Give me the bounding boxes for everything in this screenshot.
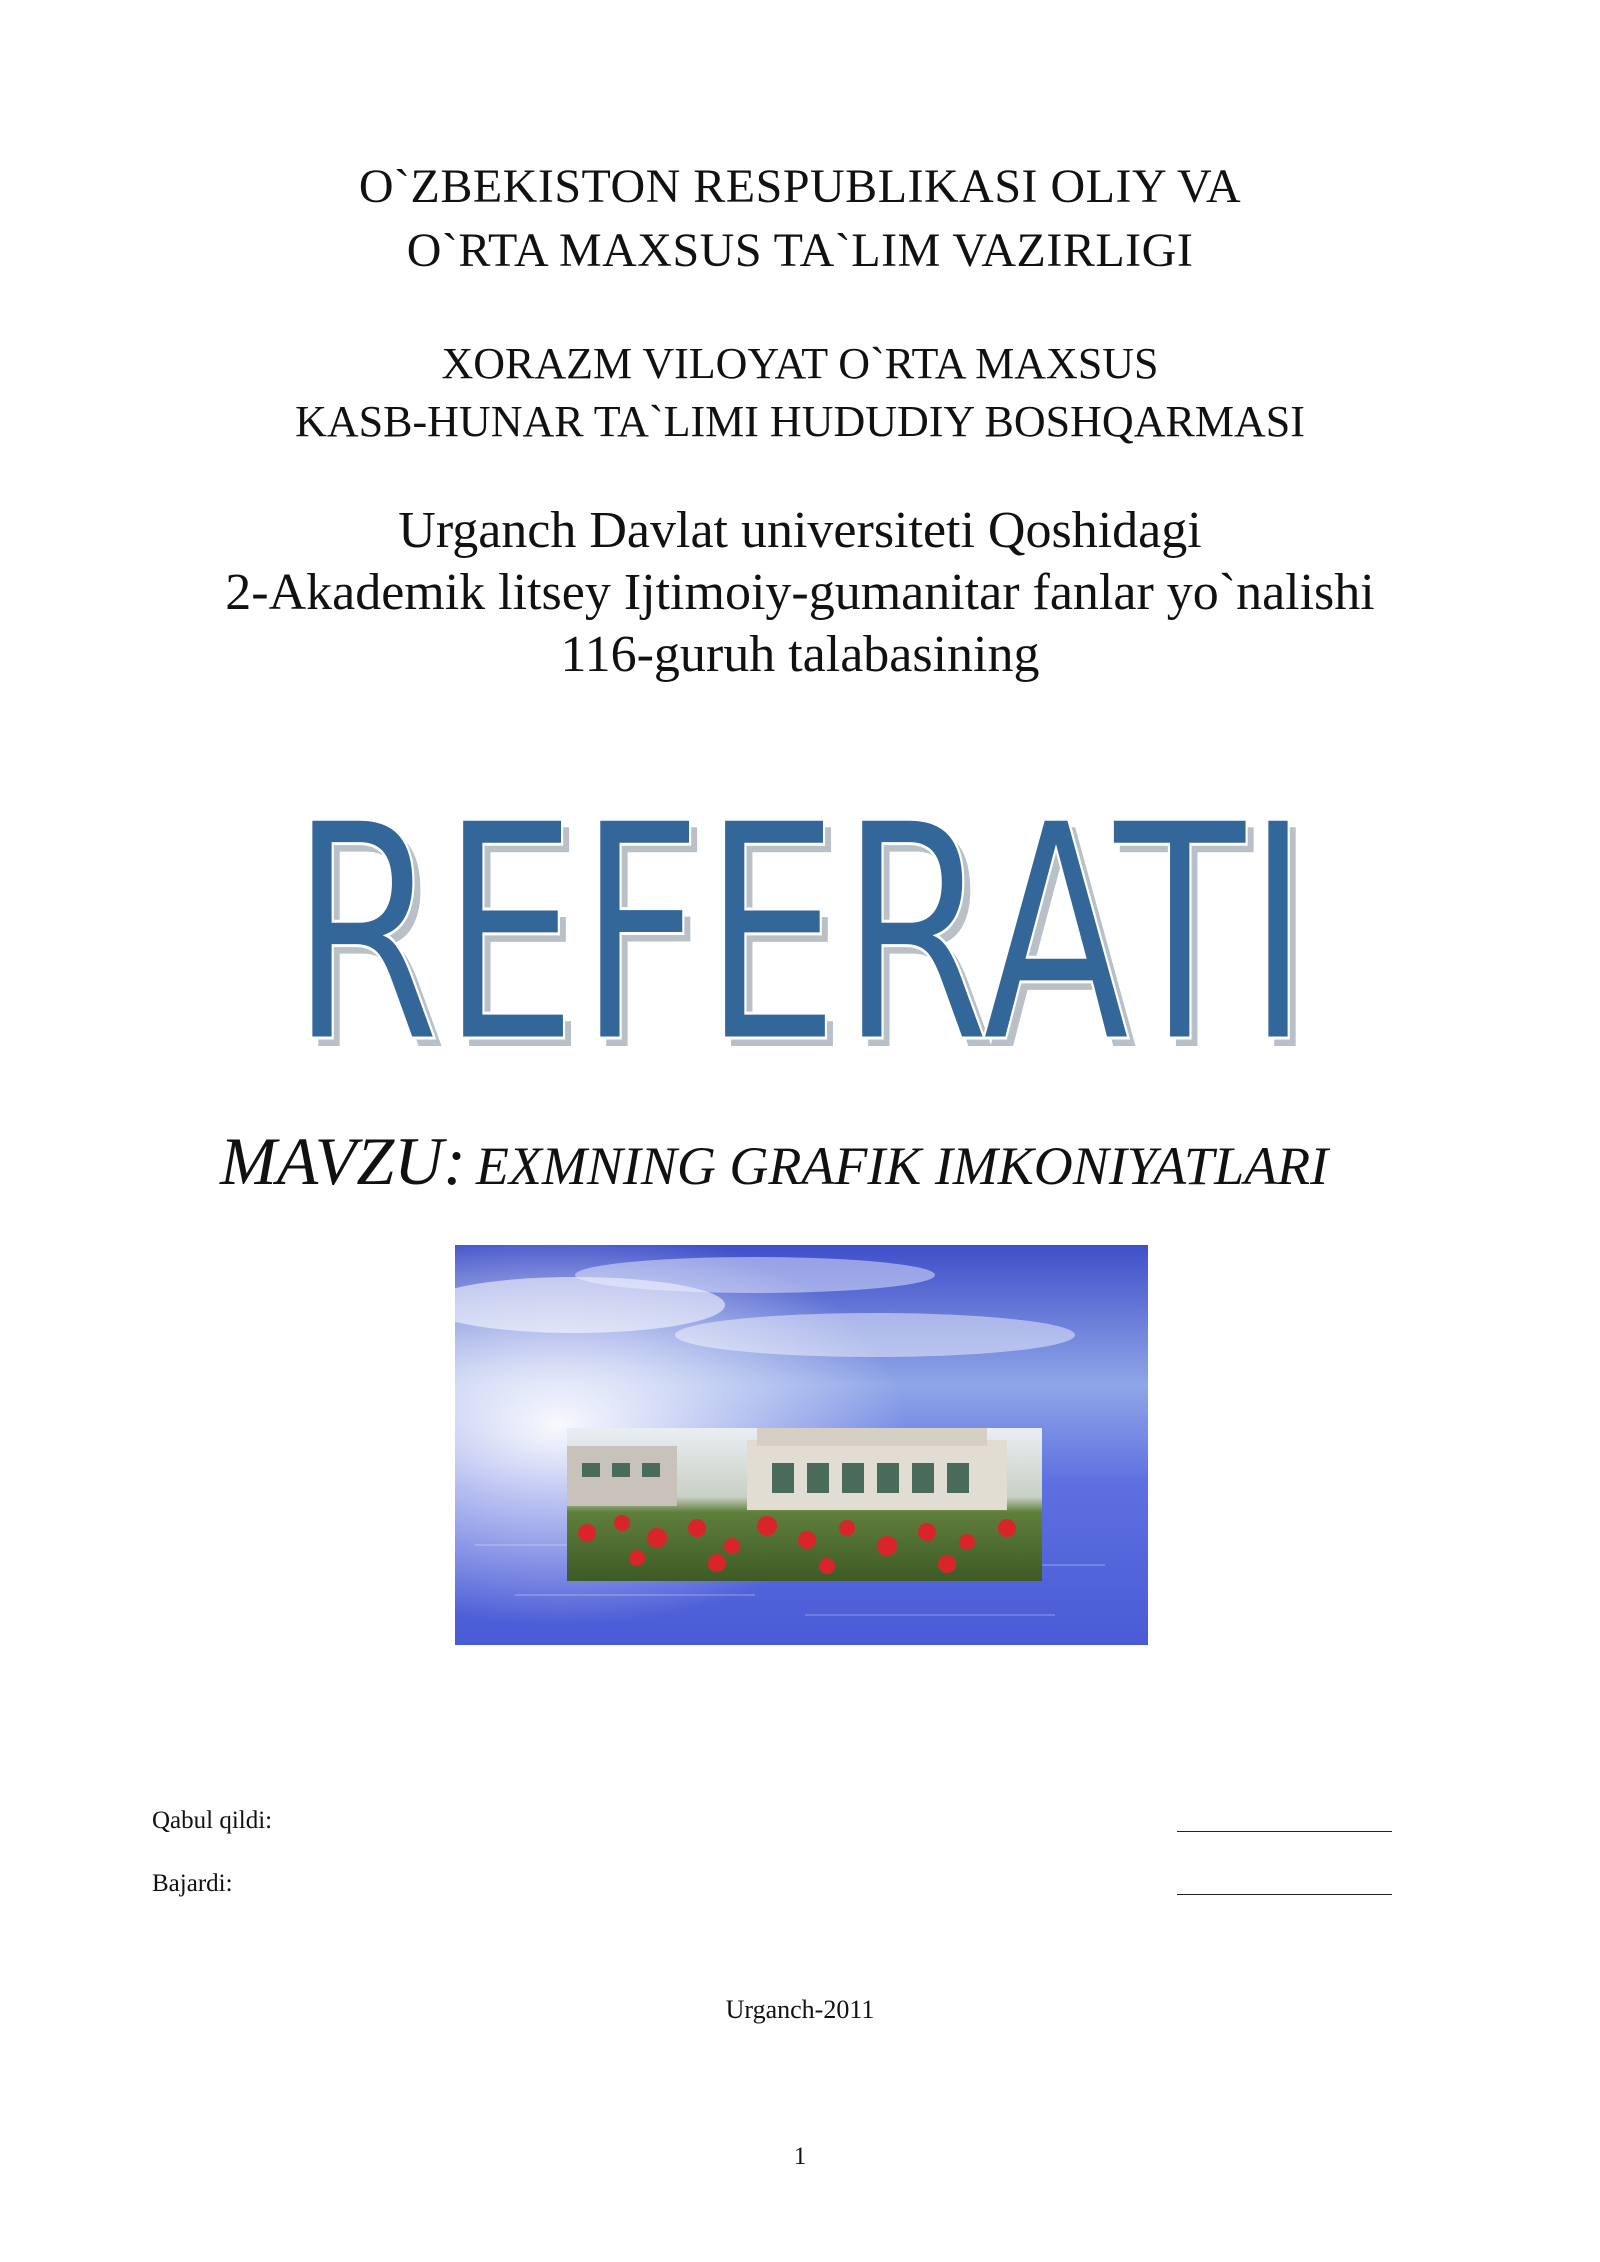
done-by-row xyxy=(152,1870,1392,1904)
referati-wordart xyxy=(0,790,1600,1070)
page-number: 1 xyxy=(793,2143,807,2170)
done-by-label: Bajardi: xyxy=(152,1870,233,1897)
accepted-by-row xyxy=(152,1807,1392,1841)
school-line-3: 116-guruh talabasining xyxy=(560,626,1040,683)
accepted-by-label: Qabul qildi: xyxy=(152,1807,273,1834)
ministry-line-2: O`RTA MAXSUS TA`LIM VAZIRLIGI xyxy=(406,224,1194,277)
referati-title-shadow: REFERATI xyxy=(297,790,1317,1070)
topic-title: EXMNING GRAFIK IMKONIYATLARI xyxy=(475,1136,1329,1196)
region-line-2: KASB-HUNAR TA`LIMI HUDUDIY BOSHQARMASI xyxy=(295,397,1305,446)
school-line-2: 2-Akademik litsey Ijtimoiy-gumanitar fanlar yo`nalishi xyxy=(225,564,1375,621)
city-year: Urganch-2011 xyxy=(725,1995,875,2024)
campus-photo xyxy=(567,1428,1042,1581)
topic-line xyxy=(220,1122,1328,1201)
referati-wordart-svg xyxy=(270,790,1330,1070)
school-heading xyxy=(0,500,1600,686)
ministry-heading xyxy=(0,155,1600,283)
school-line-1: Urganch Davlat universiteti Qoshidagi xyxy=(398,502,1202,559)
accepted-by-signature-line xyxy=(1177,1831,1392,1832)
referati-title: REFERATI xyxy=(290,790,1310,1070)
cover-picture xyxy=(455,1245,1148,1645)
region-line-1: XORAZM VILOYAT O`RTA MAXSUS xyxy=(441,339,1159,388)
topic-label: MAVZU: xyxy=(220,1123,466,1199)
ministry-line-1: O`ZBEKISTON RESPUBLIKASI OLIY VA xyxy=(358,160,1242,213)
done-by-signature-line xyxy=(1177,1894,1392,1895)
region-heading xyxy=(0,335,1600,451)
